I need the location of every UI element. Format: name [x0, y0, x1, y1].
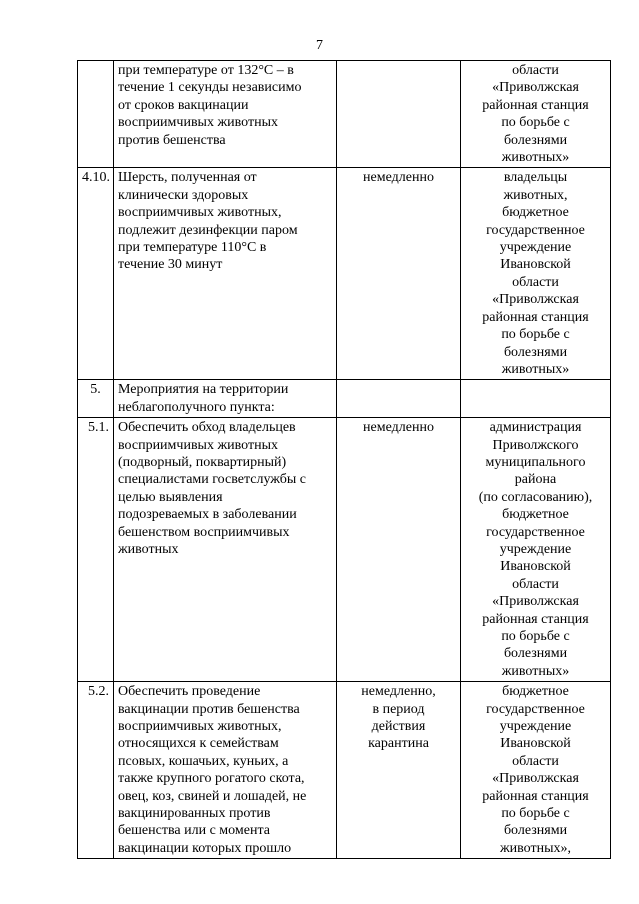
table-row [78, 168, 611, 380]
measure-description-cell: Обеспечить проведение вакцинации против бешенства восприимчивых животных, относящихся к семействам псовых, кошачьих, куньих, а также крупного рогатого скота, овец, коз, свиней и лошадей, не вакцинированных против бешенства или с момента вакцинации которых прошло [114, 682, 337, 859]
deadline-cell: немедленно [337, 168, 461, 380]
deadline-cell [337, 380, 461, 418]
measure-description-cell: Мероприятия на территории неблагополучного пункта: [114, 380, 337, 418]
item-number-cell: 5.1. [78, 418, 114, 682]
responsible-cell [461, 380, 611, 418]
measure-description-cell: Шерсть, полученная от клинически здоровых восприимчивых животных, подлежит дезинфекции паром при температуре 110°С в течение 30 минут [114, 168, 337, 380]
responsible-cell: области «Приволжская районная станция по борьбе с болезнями животных» [461, 61, 611, 168]
item-number-cell: 4.10. [78, 168, 114, 380]
responsible-cell: владельцы животных, бюджетное государственное учреждение Ивановской области «Приволжская районная станция по борьбе с болезнями животных» [461, 168, 611, 380]
item-number-cell: 5.2. [78, 682, 114, 859]
deadline-cell: немедленно, в период действия карантина [337, 682, 461, 859]
measure-description-cell: Обеспечить обход владельцев восприимчивых животных (подворный, поквартирный) специалистами госветслужбы с целью выявления подозреваемых в заболевании бешенством восприимчивых животных [114, 418, 337, 682]
measures-table [77, 60, 611, 859]
page-number: 7 [316, 38, 323, 53]
deadline-cell: немедленно [337, 418, 461, 682]
deadline-cell [337, 61, 461, 168]
item-number-cell: 5. [78, 380, 114, 418]
table-row [78, 682, 611, 859]
responsible-cell: администрация Приволжского муниципального района (по согласованию), бюджетное государственное учреждение Ивановской области «Приволжская районная станция по борьбе с болезнями животных» [461, 418, 611, 682]
table-row [78, 418, 611, 682]
table-row [78, 61, 611, 168]
table-row [78, 380, 611, 418]
responsible-cell: бюджетное государственное учреждение Ивановской области «Приволжская районная станция по борьбе с болезнями животных», [461, 682, 611, 859]
measure-description-cell: при температуре от 132°С – в течение 1 секунды независимо от сроков вакцинации восприимчивых животных против бешенства [114, 61, 337, 168]
item-number-cell [78, 61, 114, 168]
